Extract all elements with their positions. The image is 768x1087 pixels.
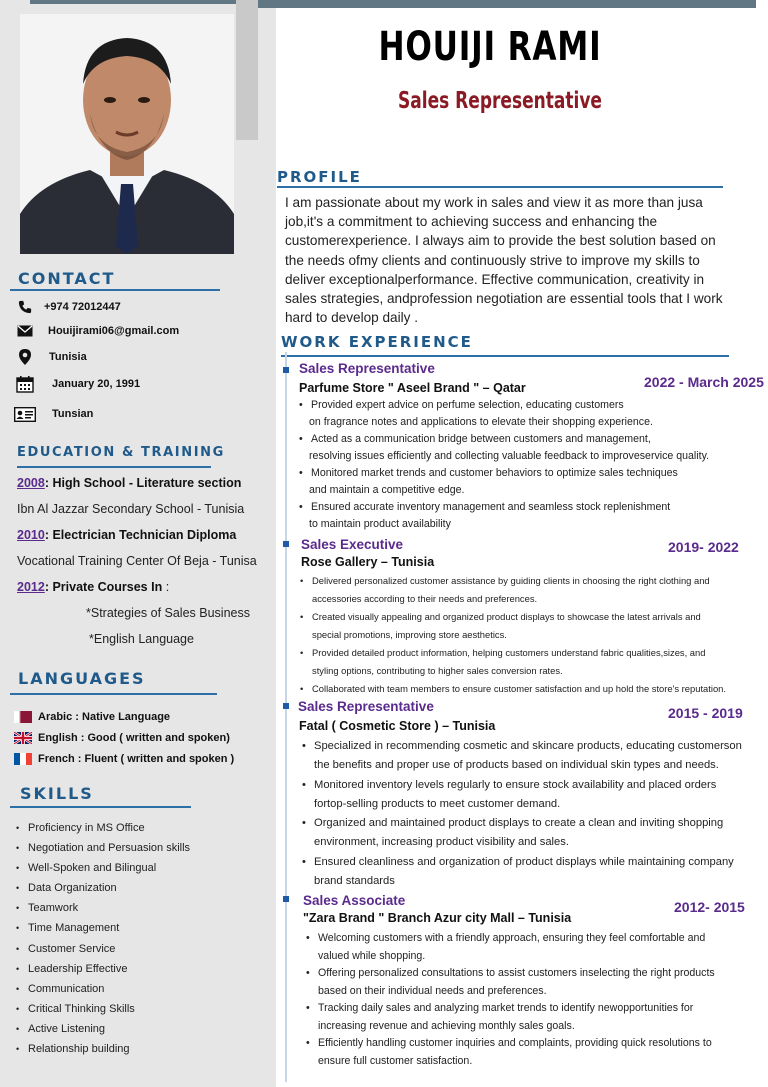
uk-flag-icon xyxy=(14,732,32,744)
education-course: *English Language xyxy=(89,632,194,646)
skill-item: • Communication xyxy=(16,983,104,995)
duty-item: • Welcoming customers with a friendly approach, ensuring they feel comfortable and valued while shopping. xyxy=(306,930,766,965)
job-title: Sales Representative xyxy=(298,699,434,714)
profile-summary xyxy=(285,193,750,327)
skill-item: • Proficiency in MS Office xyxy=(16,822,145,834)
duty-item: • Specialized in recommending cosmetic and skincare products, educating customerson the benefits and proper use of products based on individual skin types and needs. xyxy=(302,737,766,776)
contact-nationality: Tunsian xyxy=(14,405,93,423)
skill-item: • Critical Thinking Skills xyxy=(16,1003,135,1015)
skill-item: • Leadership Effective xyxy=(16,963,127,975)
duty-item: • Created visually appealing and organized product displays to showcase the latest arrivals and special promotions, improving store aesthetics. xyxy=(300,608,766,644)
timeline-marker xyxy=(283,541,289,547)
job-duties xyxy=(306,930,766,1070)
job-date: 2022 - March 2025 xyxy=(644,374,764,390)
profile-heading: PROFILE xyxy=(277,168,362,186)
profile-line: customerexperience. I always aim to provide the best solution based on xyxy=(285,233,716,249)
job-company: Fatal ( Cosmetic Store ) – Tunisia xyxy=(299,719,496,733)
profile-line: I am passionate about my work in sales and view it as more than jusa xyxy=(285,195,703,210)
skills-divider xyxy=(10,806,191,808)
top-accent-bar xyxy=(258,0,756,8)
timeline-line xyxy=(285,352,287,1082)
phone-icon xyxy=(14,298,36,316)
timeline-marker xyxy=(283,367,289,373)
contact-birthdate: January 20, 1991 xyxy=(14,375,140,393)
education-entry: 2010: Electrician Technician Diploma xyxy=(17,528,237,542)
language-english: English : Good ( written and spoken) xyxy=(14,732,230,744)
profile-divider xyxy=(277,186,723,188)
duty-item: • Offering personalized consultations to assist customers inselecting the right products based on their individual needs and preferences. xyxy=(306,965,766,1000)
skill-item: • Negotiation and Persuasion skills xyxy=(16,842,190,854)
education-course: *Strategies of Sales Business xyxy=(86,606,250,620)
duty-item: • Tracking daily sales and analyzing market trends to identify newopportunities for increasing revenue and achieving monthly sales goals. xyxy=(306,1000,766,1035)
contact-phone: +974 72012447 xyxy=(14,298,121,316)
skill-item: • Data Organization xyxy=(16,882,117,894)
profile-line: deliver exceptionalperformance. Effective communication, creativity in xyxy=(285,271,705,287)
photo-accent-block xyxy=(236,0,258,140)
work-heading: WORK EXPERIENCE xyxy=(281,333,473,351)
education-school: Ibn Al Jazzar Secondary School - Tunisia xyxy=(17,502,245,516)
education-school: Vocational Training Center Of Beja - Tunisa xyxy=(17,554,257,568)
profile-line: sales strategies, andprofession negotiation are essential tools that I work xyxy=(285,291,723,307)
portrait-illustration xyxy=(20,14,234,254)
profile-photo xyxy=(20,14,234,254)
skill-item: • Teamwork xyxy=(16,902,78,914)
job-company: Parfume Store " Aseel Brand " – Qatar xyxy=(299,381,526,395)
duty-item: • Organized and maintained product displays to create a clean and inviting shopping environment, increasing product visibility and sales. xyxy=(302,814,766,853)
duty-item: • Provided detailed product information, helping customers understand fabric qualities,sizes, and styling options, contributing to higher sales conversion rates. xyxy=(300,644,766,680)
duty-item: • Monitored market trends and customer behaviors to optimize sales techniques and maintain a competitive edge. xyxy=(299,465,759,499)
education-entry: 2008: High School - Literature section xyxy=(17,476,242,490)
profile-line: hard to develop daily . xyxy=(285,310,419,326)
job-title: Sales Associate xyxy=(303,893,406,908)
top-accent-bar-left xyxy=(30,0,236,4)
languages-heading: LANGUAGES xyxy=(18,669,146,688)
duty-item: • Acted as a communication bridge between customers and management, resolving issues efficiently and collecting valuable feedback to improveservice quality. xyxy=(299,431,759,465)
skills-heading: SKILLS xyxy=(20,784,94,803)
candidate-role: Sales Representative xyxy=(398,88,602,114)
duty-item: • Provided expert advice on perfume selection, educating customers on fragrance notes and applications to elevate their shopping experience. xyxy=(299,397,759,431)
france-flag-icon xyxy=(14,753,32,765)
job-company: "Zara Brand " Branch Azur city Mall – Tunisia xyxy=(303,911,572,925)
duty-item: • Efficiently handling customer inquiries and complaints, providing quick resolutions to ensure full customer satisfaction. xyxy=(306,1035,766,1070)
timeline-marker xyxy=(283,703,289,709)
job-date: 2015 - 2019 xyxy=(668,705,743,721)
skill-item: • Relationship building xyxy=(16,1043,130,1055)
qatar-flag-icon xyxy=(14,711,32,723)
job-date: 2012- 2015 xyxy=(674,899,745,915)
skill-item: • Active Listening xyxy=(16,1023,105,1035)
contact-heading: CONTACT xyxy=(18,269,116,288)
contact-email: Houijirami06@gmail.com xyxy=(14,322,179,340)
skill-item: • Customer Service xyxy=(16,943,115,955)
work-divider xyxy=(281,355,729,357)
mail-icon xyxy=(14,322,36,340)
duty-item: • Delivered personalized customer assistance by guiding clients in choosing the right clothing and accessories according to their needs and preferences. xyxy=(300,572,766,608)
timeline-marker xyxy=(283,896,289,902)
duty-item: • Ensured accurate inventory management and seamless stock replenishment to maintain product availability xyxy=(299,499,759,533)
languages-divider xyxy=(10,693,217,695)
education-entry: 2012: Private Courses In : xyxy=(17,580,170,594)
duty-item: • Monitored inventory levels regularly to ensure stock availability and placed orders fortop-selling products to meet customer demand. xyxy=(302,776,766,815)
candidate-name: HOUIJI RAMI xyxy=(378,24,602,70)
contact-divider xyxy=(10,289,220,291)
location-pin-icon xyxy=(14,348,36,366)
language-arabic: Arabic : Native Language xyxy=(14,711,170,723)
job-date: 2019- 2022 xyxy=(668,539,739,555)
duty-item: • Collaborated with team members to ensure customer satisfaction and up hold the store's reputation. xyxy=(300,680,766,698)
contact-location: Tunisia xyxy=(14,348,87,366)
skill-item: • Well-Spoken and Bilingual xyxy=(16,862,156,874)
education-divider xyxy=(17,466,211,468)
job-duties xyxy=(300,572,766,698)
profile-line: job,it's a commitment to achieving success and enhancing the xyxy=(285,214,658,230)
job-duties xyxy=(299,397,759,533)
calendar-icon xyxy=(14,375,36,393)
id-card-icon xyxy=(14,405,36,423)
job-title: Sales Representative xyxy=(299,361,435,376)
profile-line: the needs ofmy clients and continuously strive to improve my skills to xyxy=(285,252,700,268)
skill-item: • Time Management xyxy=(16,922,119,934)
job-duties xyxy=(302,737,766,891)
duty-item: • Ensured cleanliness and organization of product displays while maintaining company brand standards xyxy=(302,853,766,892)
job-company: Rose Gallery – Tunisia xyxy=(301,555,435,569)
job-title: Sales Executive xyxy=(301,537,404,552)
language-french: French : Fluent ( written and spoken ) xyxy=(14,753,234,765)
education-heading: EDUCATION & TRAINING xyxy=(17,445,225,460)
